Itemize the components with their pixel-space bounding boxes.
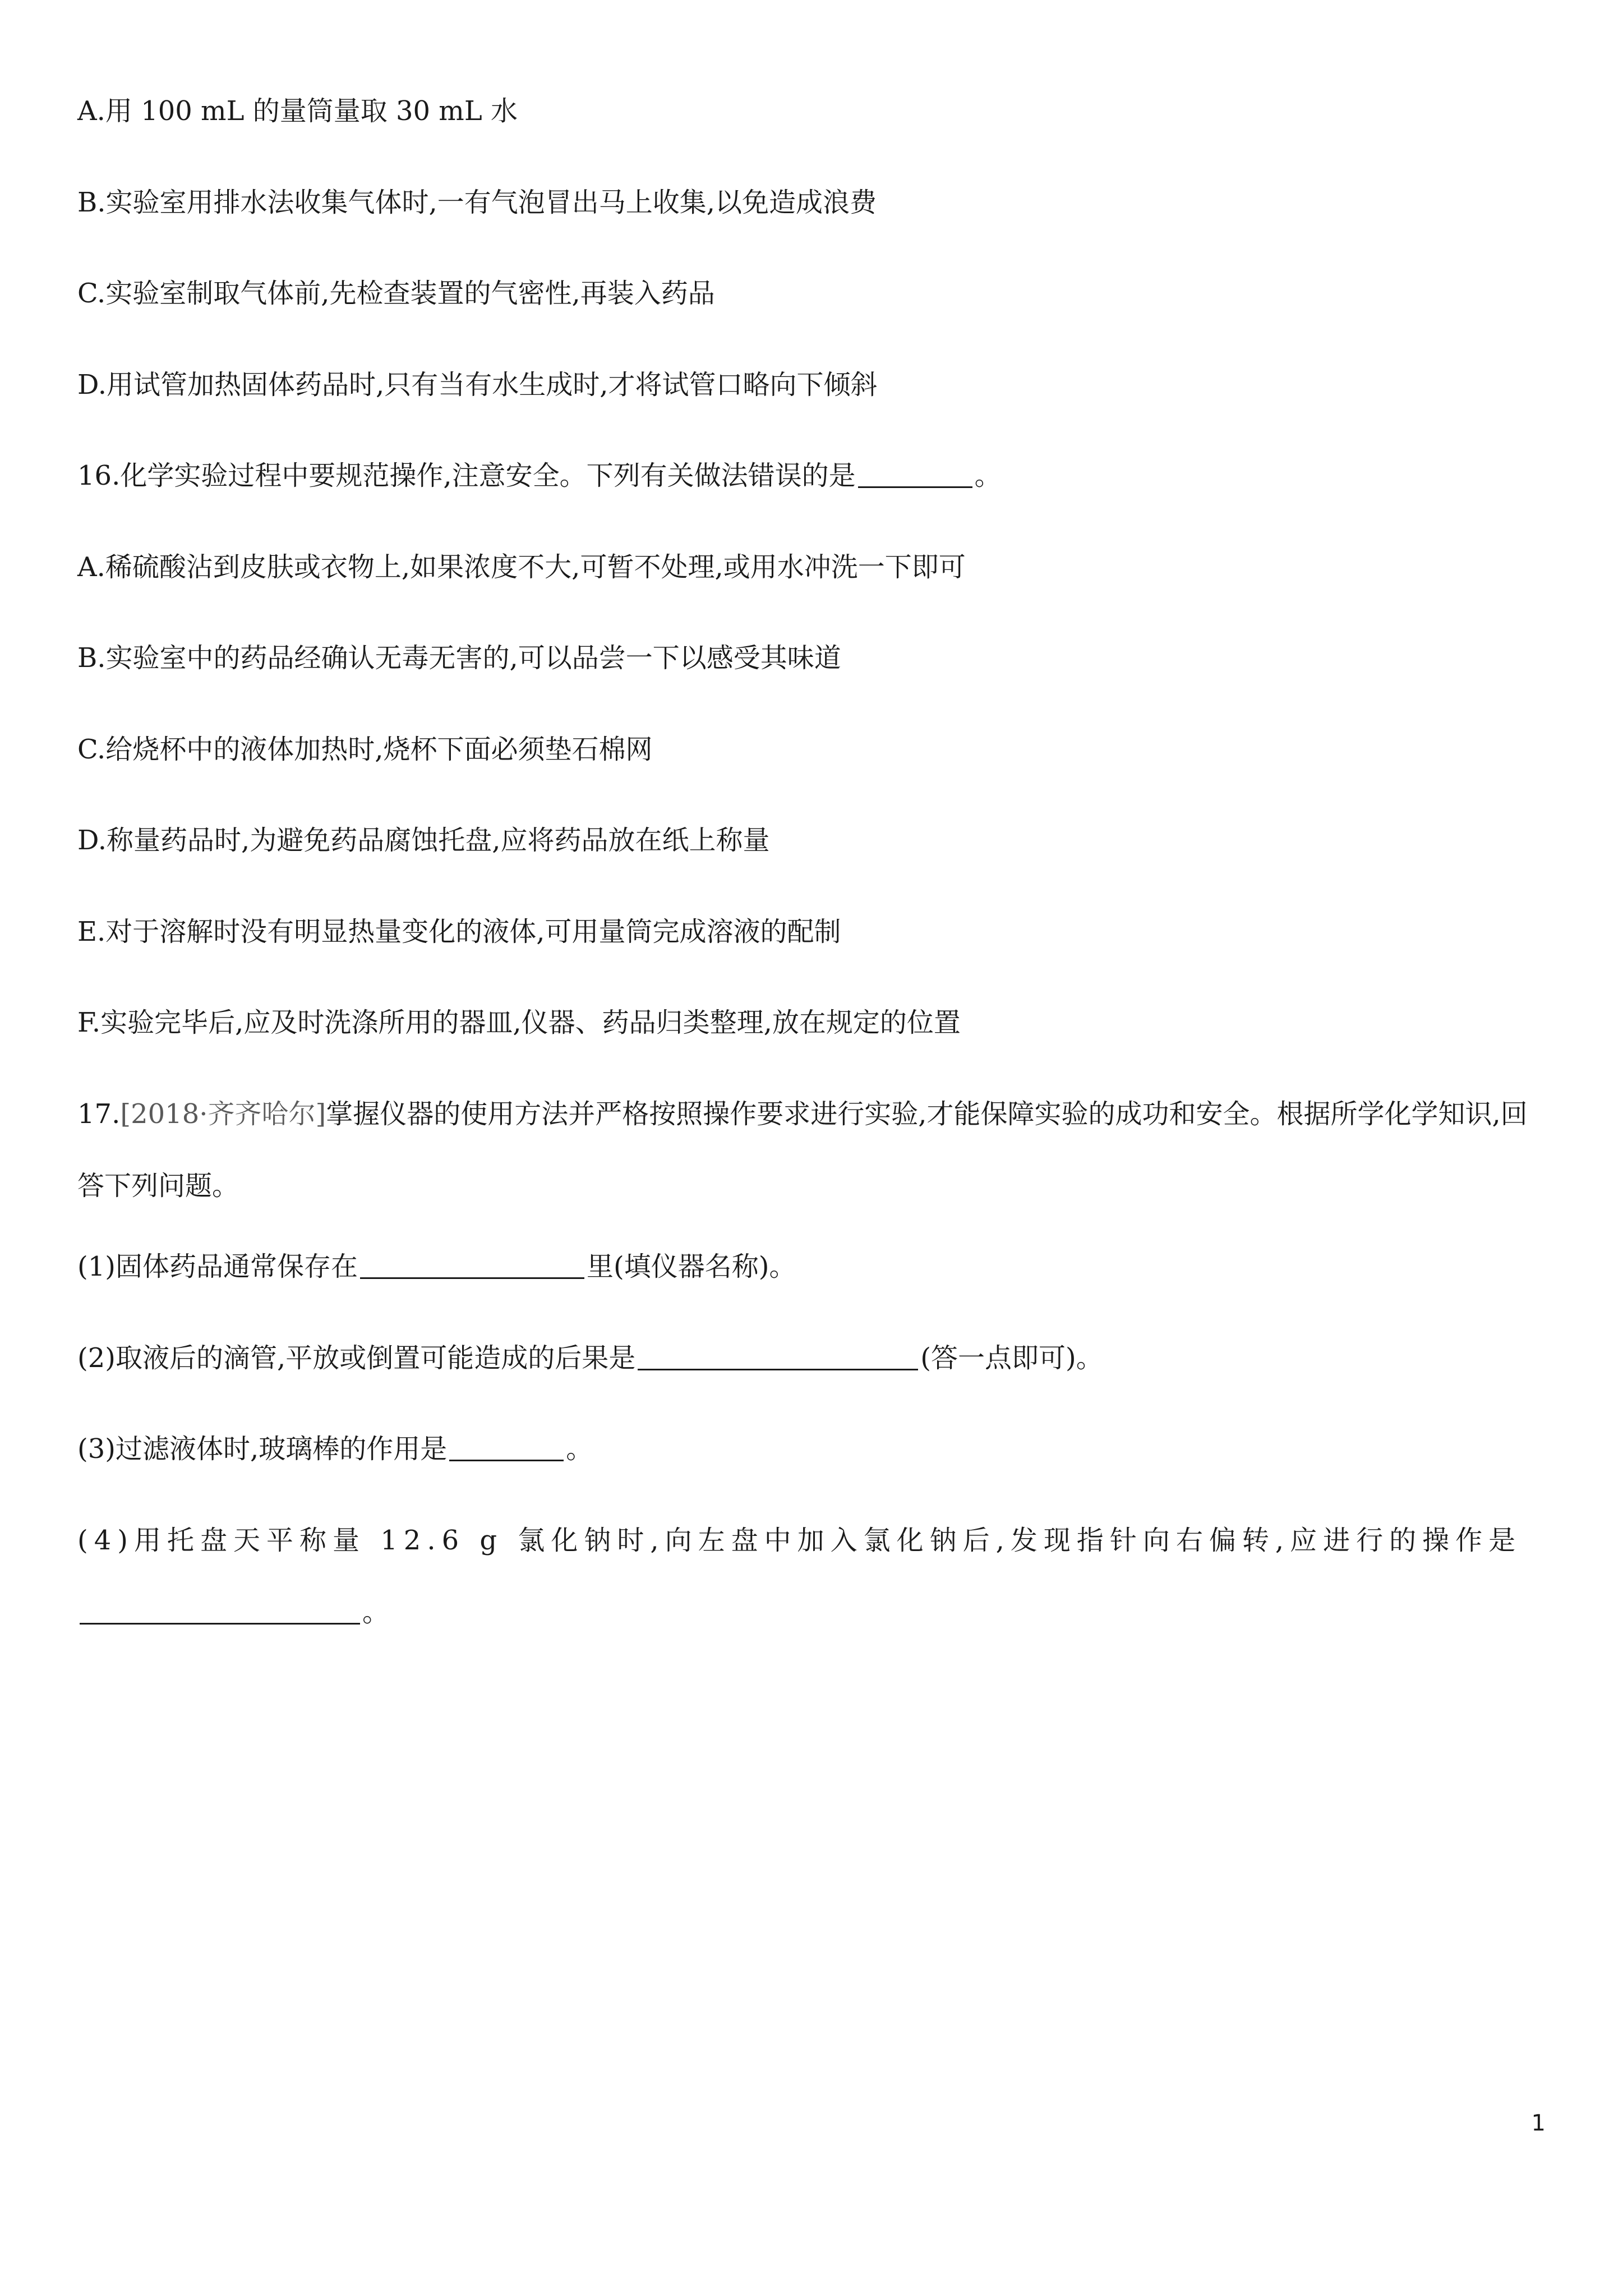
q15-option-c: C.实验室制取气体前,先检查装置的气密性,再装入药品 [77, 278, 715, 309]
q17-part-4-text: (4)用托盘天平称量 12.6 g 氯化钠时,向左盘中加入氯化钠后,发现指针向右偏转,应进行的操作是 [77, 1525, 1522, 1556]
q16-option-a: A.稀硫酸沾到皮肤或衣物上,如果浓度不大,可暂不处理,或用水冲洗一下即可 [77, 551, 966, 583]
q17-part-2-blank[interactable] [638, 1344, 918, 1370]
q16-stem-end: 。 [974, 460, 1002, 491]
q17-part-3 [77, 1431, 593, 1467]
q17-part-1 [77, 1249, 796, 1285]
q17-part-3-end: 。 [566, 1433, 593, 1465]
q16-answer-blank[interactable] [858, 462, 972, 488]
q16-option-e: E.对于溶解时没有明显热量变化的液体,可用量筒完成溶液的配制 [77, 916, 841, 947]
q17-part-1-end: 里(填仪器名称)。 [587, 1251, 796, 1282]
q15-option-d: D.用试管加热固体药品时,只有当有水生成时,才将试管口略向下倾斜 [77, 369, 878, 401]
q16-option-f: F.实验完毕后,应及时洗涤所用的器皿,仪器、药品归类整理,放在规定的位置 [77, 1007, 961, 1038]
q17-part-4 [77, 1504, 1546, 1648]
q17-part-1-blank[interactable] [360, 1253, 584, 1279]
q17-stem [77, 1078, 1546, 1222]
q17-part-4-blank[interactable] [80, 1598, 360, 1625]
q16-stem [77, 458, 1002, 494]
q15-option-a: A.用 100 mL 的量筒量取 30 mL 水 [77, 95, 518, 127]
q16-option-c: C.给烧杯中的液体加热时,烧杯下面必须垫石棉网 [77, 734, 653, 765]
q17-part-4-end: 。 [362, 1596, 396, 1628]
q17-source: [2018·齐齐哈尔] [120, 1098, 326, 1130]
q17-part-3-blank[interactable] [449, 1435, 564, 1461]
q17-part-2-end: (答一点即可)。 [920, 1342, 1103, 1374]
q15-option-b: B.实验室用排水法收集气体时,一有气泡冒出马上收集,以免造成浪费 [77, 187, 877, 218]
q17-part-1-text: (1)固体药品通常保存在 [77, 1251, 358, 1282]
q17-number: 17. [77, 1098, 121, 1130]
q16-option-d: D.称量药品时,为避免药品腐蚀托盘,应将药品放在纸上称量 [77, 825, 770, 856]
q16-option-b: B.实验室中的药品经确认无毒无害的,可以品尝一下以感受其味道 [77, 642, 841, 674]
q17-part-2 [77, 1340, 1103, 1376]
q17-stem-text: 掌握仪器的使用方法并严格按照操作要求进行实验,才能保障实验的成功和安全。根据所学化学知识,回答下列问题。 [77, 1098, 1528, 1202]
q16-stem-text: 16.化学实验过程中要规范操作,注意安全。下列有关做法错误的是 [77, 460, 856, 491]
q17-part-3-text: (3)过滤液体时,玻璃棒的作用是 [77, 1433, 448, 1465]
q17-part-2-text: (2)取液后的滴管,平放或倒置可能造成的后果是 [77, 1342, 636, 1374]
page-number: 1 [1531, 2110, 1546, 2136]
